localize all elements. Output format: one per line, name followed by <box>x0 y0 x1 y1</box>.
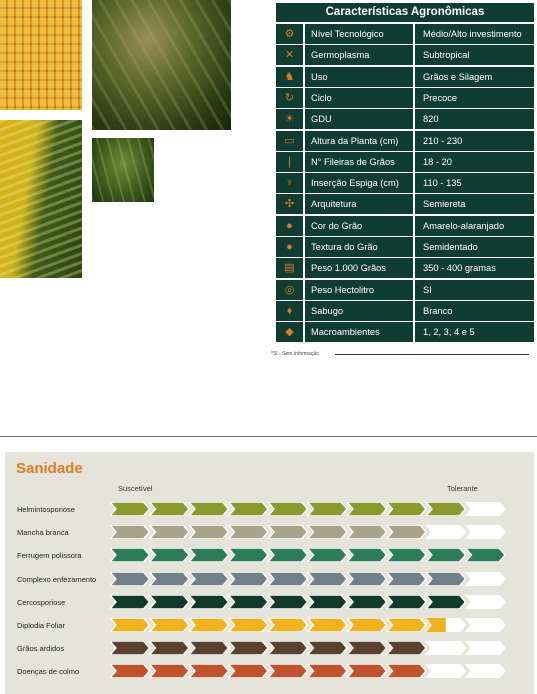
rating-segment-empty <box>426 641 466 655</box>
rating-segment-filled <box>189 595 229 609</box>
row-value: 210 - 230 <box>415 131 534 151</box>
dna-icon: ✕ <box>276 45 303 65</box>
rating-segment-filled <box>387 548 427 562</box>
rating-segment-filled <box>466 548 506 562</box>
row-value: Precoce <box>415 88 534 108</box>
rating-segment-filled <box>308 548 348 562</box>
disease-label: Mancha branca <box>17 528 69 538</box>
rating-segment-filled <box>268 502 308 516</box>
disease-rating-bar <box>110 664 510 678</box>
ruler-icon: ▭ <box>276 131 303 151</box>
disease-rating-bar <box>110 595 510 609</box>
table-row <box>276 131 534 151</box>
row-label: GDU <box>305 109 413 129</box>
disease-label: Grãos ardidos <box>17 644 65 654</box>
rating-segment-filled <box>229 548 269 562</box>
rating-segment-empty <box>426 664 466 678</box>
disease-rating-bar <box>110 525 510 539</box>
disease-label: Ferrugem polissora <box>17 551 82 561</box>
tech-level-icon: ⚙ <box>276 24 303 44</box>
cattle-icon: ♞ <box>276 67 303 87</box>
row-label: N° Fileiras de Grãos <box>305 152 413 172</box>
rating-segment-filled <box>347 548 387 562</box>
rating-segment-filled <box>110 572 150 586</box>
table-row <box>276 322 534 342</box>
rating-segment-filled <box>387 618 427 632</box>
table-row <box>276 45 534 65</box>
leaf-icon: ✣ <box>276 194 303 214</box>
table-row <box>276 109 534 129</box>
rating-segment-empty <box>466 641 506 655</box>
rating-segment-filled <box>189 502 229 516</box>
rating-segment-filled <box>308 664 348 678</box>
rating-segment-filled <box>229 525 269 539</box>
rating-segment-filled <box>150 618 190 632</box>
disease-rating-bar <box>110 572 510 586</box>
row-label: Cor do Grão <box>305 216 413 236</box>
row-label: Peso Hectolitro <box>305 280 413 300</box>
rating-segment-filled <box>268 572 308 586</box>
row-value: 18 - 20 <box>415 152 534 172</box>
row-label: Altura da Planta (cm) <box>305 131 413 151</box>
footnote: *SI - Sem Informação <box>271 351 319 357</box>
rating-segment-filled <box>268 595 308 609</box>
disease-rating-bar <box>110 618 510 632</box>
disease-label: Complexo enfezamento <box>17 574 97 584</box>
rating-segment-filled <box>189 641 229 655</box>
table-row <box>276 216 534 236</box>
table-row <box>276 194 534 214</box>
rating-segment-filled <box>150 525 190 539</box>
row-value: 110 - 135 <box>415 173 534 193</box>
hectoliter-icon: ◎ <box>276 280 303 300</box>
rating-segment-filled <box>150 595 190 609</box>
rating-segment-filled <box>347 641 387 655</box>
rating-segment-filled <box>426 572 466 586</box>
footnote-divider <box>335 354 529 355</box>
rating-segment-filled <box>189 548 229 562</box>
row-value: Médio/Alto investimento <box>415 24 534 44</box>
disease-label: Doenças de colmo <box>17 667 80 677</box>
corn-ear-photo <box>0 0 82 110</box>
table-row <box>276 173 534 193</box>
rating-segment-filled <box>347 525 387 539</box>
rating-segment-filled <box>268 618 308 632</box>
rating-segment-empty <box>466 572 506 586</box>
row-label: Ciclo <box>305 88 413 108</box>
rating-segment-filled <box>229 664 269 678</box>
scale-label-susceptible: Suscetível <box>118 484 153 493</box>
rating-segment-empty <box>466 664 506 678</box>
rating-segment-empty <box>466 618 506 632</box>
grain-color-icon: ● <box>276 216 303 236</box>
row-value: 350 - 400 gramas <box>415 258 534 278</box>
rating-segment-filled <box>189 525 229 539</box>
cycle-icon: ↻ <box>276 88 303 108</box>
row-label: Nível Tecnológico <box>305 24 413 44</box>
brazil-map-icon: ◆ <box>276 322 303 342</box>
rating-segment-filled <box>229 618 269 632</box>
rating-segment-filled <box>347 502 387 516</box>
rating-segment-filled <box>229 572 269 586</box>
rating-segment-filled <box>426 548 466 562</box>
rating-segment-filled <box>308 502 348 516</box>
corn-field-photo <box>92 138 154 202</box>
rating-segment-filled <box>229 595 269 609</box>
row-value: 820 <box>415 109 534 129</box>
rating-segment-filled <box>308 618 348 632</box>
rating-segment-filled <box>189 572 229 586</box>
rating-segment-filled <box>110 502 150 516</box>
ear-icon: ♆ <box>276 173 303 193</box>
rating-segment-filled <box>150 572 190 586</box>
disease-label: Diplodia Foliar <box>17 621 65 630</box>
row-value: SI <box>415 280 534 300</box>
corn-cob-photo <box>0 120 82 278</box>
table-row <box>276 301 534 321</box>
rating-segment-filled <box>268 641 308 655</box>
table-row <box>276 88 534 108</box>
table-row <box>276 280 534 300</box>
table-row <box>276 152 534 172</box>
rating-segment-filled <box>426 502 466 516</box>
disease-label: Cercosporiose <box>17 597 66 607</box>
rating-segment-filled <box>229 502 269 516</box>
rating-segment-empty <box>466 595 506 609</box>
row-label: Macroambientes <box>305 322 413 342</box>
rating-segment-filled <box>387 595 427 609</box>
rating-segment-filled <box>347 572 387 586</box>
disease-label: Helmintosporiose <box>17 505 75 514</box>
row-value: Amarelo-alaranjado <box>415 216 534 236</box>
row-label: Peso 1.000 Grãos <box>305 258 413 278</box>
agronomic-table-title: Características Agronômicas <box>276 3 534 22</box>
row-label: Uso <box>305 67 413 87</box>
rating-segment-filled <box>189 664 229 678</box>
scale-label-tolerant: Tolerante <box>447 484 478 493</box>
scale-weight-icon: ▤ <box>276 258 303 278</box>
rating-segment-filled <box>268 548 308 562</box>
rating-segment-filled <box>150 548 190 562</box>
disease-rating-bar <box>110 641 510 655</box>
row-label: Germoplasma <box>305 45 413 65</box>
sanidade-title: Sanidade <box>16 460 83 477</box>
rating-segment-filled <box>110 664 150 678</box>
table-row <box>276 67 534 87</box>
sun-cloud-icon: ☀ <box>276 109 303 129</box>
rating-segment-filled <box>110 641 150 655</box>
disease-rating-bar <box>110 502 510 516</box>
table-row <box>276 258 534 278</box>
rating-segment-filled <box>426 595 466 609</box>
rating-segment-empty <box>426 525 466 539</box>
row-value: Grãos e Silagem <box>415 67 534 87</box>
rating-segment-filled <box>347 595 387 609</box>
rating-segment-filled <box>387 502 427 516</box>
rating-segment-filled <box>110 525 150 539</box>
cob-icon: ♦ <box>276 301 303 321</box>
rating-segment-filled <box>150 502 190 516</box>
rating-segment-filled <box>387 525 427 539</box>
table-row <box>276 24 534 44</box>
rating-segment-filled <box>387 664 427 678</box>
rating-segment-filled <box>308 572 348 586</box>
row-value: 1, 2, 3, 4 e 5 <box>415 322 534 342</box>
row-label: Arquitetura <box>305 194 413 214</box>
row-value: Branco <box>415 301 534 321</box>
rating-segment-filled <box>308 525 348 539</box>
row-label: Inserção Espiga (cm) <box>305 173 413 193</box>
kernel-rows-icon: ❘ <box>276 152 303 172</box>
rating-segment-partial <box>426 618 446 632</box>
section-divider <box>0 436 537 437</box>
rating-segment-filled <box>150 641 190 655</box>
rating-segment-filled <box>308 595 348 609</box>
row-label: Sabugo <box>305 301 413 321</box>
disease-rating-bar <box>110 548 510 562</box>
rating-segment-filled <box>110 618 150 632</box>
table-row <box>276 237 534 257</box>
rating-segment-empty <box>466 525 506 539</box>
rating-segment-filled <box>189 618 229 632</box>
rating-segment-filled <box>308 641 348 655</box>
grain-texture-icon: ● <box>276 237 303 257</box>
rating-segment-filled <box>150 664 190 678</box>
rating-segment-filled <box>110 595 150 609</box>
rating-segment-filled <box>347 618 387 632</box>
rating-segment-filled <box>387 641 427 655</box>
corn-plant-photo <box>92 0 231 130</box>
rating-segment-filled <box>229 641 269 655</box>
rating-segment-filled <box>110 548 150 562</box>
row-value: Semiereta <box>415 194 534 214</box>
row-value: Subtropical <box>415 45 534 65</box>
rating-segment-filled <box>268 525 308 539</box>
rating-segment-filled <box>268 664 308 678</box>
rating-segment-filled <box>347 664 387 678</box>
row-value: Semidentado <box>415 237 534 257</box>
row-label: Textura do Grão <box>305 237 413 257</box>
rating-segment-filled <box>387 572 427 586</box>
rating-segment-empty <box>466 502 506 516</box>
